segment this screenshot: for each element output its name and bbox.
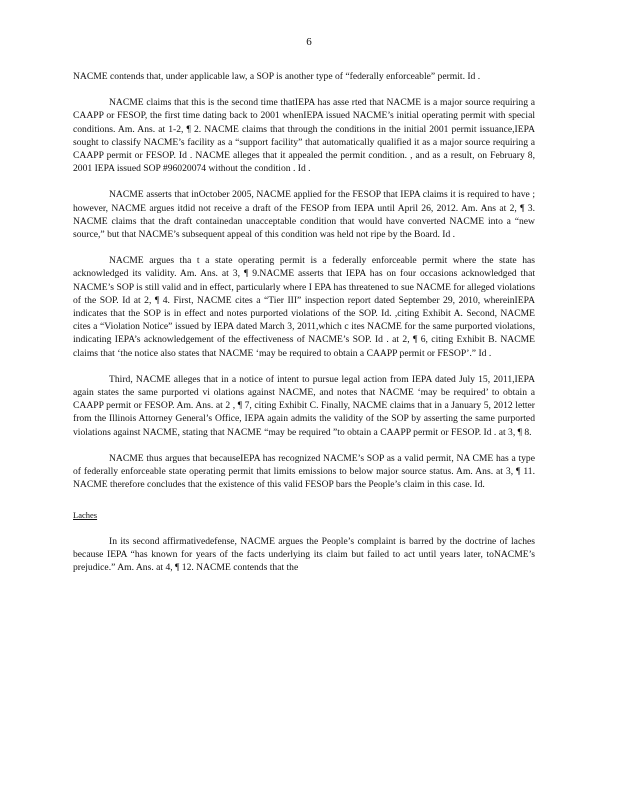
paragraph-4: NACME argues tha t a state operating permit is a federally enforceable permit where the state has acknowledged its validity. Am. Ans. at 3, ¶ 9.NACME asserts that IEPA has on four occasions acknowledged that NACME’s SOP is still valid and in effect, particularly where I EPA has threatened to sue NACME for alleged violations of the SOP. Id at 2, ¶ 4. First, NACME cites a “Tier III” inspection report dated September 29, 2010, whereinIEPA indicates that the SOP is in effect and notes purported violations of the SOP. Id. ,citing Exhibit A. Second, NACME cites a “Violation Notice” issued by IEPA dated March 3, 2011,which c ites NACME for the same purported violations, indicating IEPA’s acknowledgement of the effectiveness of NACME’s SOP. Id . at 2, ¶ 6, citing Exhibit B. NACME claims that ‘the notice also states that NACME ‘may be required to obtain a CAAPP permit or FESOP’.” Id . [73,255,535,359]
paragraph-1: NACME contends that, under applicable law, a SOP is another type of “federally enforceable” permit. Id . [73,71,481,82]
document-body [73,70,535,587]
paragraph-3: NACME asserts that inOctober 2005, NACME applied for the FESOP that IEPA claims it is required to have ; however, NACME argues itdid not receive a draft of the FESOP from IEPA until April 26, 2012. Am. Ans at 2, ¶ 3. NACME claims that the draft containedan unacceptable condition that would have converted NACME into a “new source,” but that NACME’s subsequent appeal of this condition was held not ripe by the Board. Id . [73,189,535,241]
section-heading-laches: Laches [73,510,98,521]
paragraph-6: NACME thus argues that becauseIEPA has recognized NACME’s SOP as a valid permit, NA CME has a type of federally enforceable state operating permit that limits emissions to below major source status. Am. Ans. at 3, ¶ 11. NACME therefore concludes that the existence of this valid FESOP bars the People’s claim in this case. Id. [73,452,535,491]
paragraph-5: Third, NACME alleges that in a notice of intent to pursue legal action from IEPA dated July 15, 2011,IEPA again states the same purported vi olations against NACME, and notes that NACME ‘may be required’ to obtain a CAAPP permit or FESOP. Am. Ans. at 2 , ¶ 7, citing Exhibit C. Finally, NACME claims that in a January 5, 2012 letter from the Illinois Attorney General’s Office, IEPA again admits the validity of the SOP by asserting the same purported violations against NACME, stating that NACME “may be required ”to obtain a CAAPP permit or FESOP. Id . at 3, ¶ 8. [73,373,535,438]
page-number: 6 [306,36,312,48]
paragraph-2: NACME claims that this is the second time thatIEPA has asse rted that NACME is a major source requiring a CAAPP or FESOP, the first time dating back to 2001 whenIEPA issued NACME’s initial operating permit with special conditions. Am. Ans. at 1-2, ¶ 2. NACME claims that through the conditions in the initial 2001 permit issuance,IEPA sought to classify NACME’s facility as a “support facility” that automatically qualified it as a major source requiring a CAAPP permit or FESOP. Id . NACME alleges that it appealed the permit condition. , and as a result, on February 8, 2001 IEPA issued SOP #96020074 without the condition . Id . [73,97,535,175]
paragraph-7: In its second affirmativedefense, NACME argues the People’s complaint is barred by the doctrine of laches because IEPA “has known for years of the facts underlying its claim but failed to act until years later, toNACME’s prejudice.” Am. Ans. at 4, ¶ 12. NACME contends that the [73,535,535,574]
